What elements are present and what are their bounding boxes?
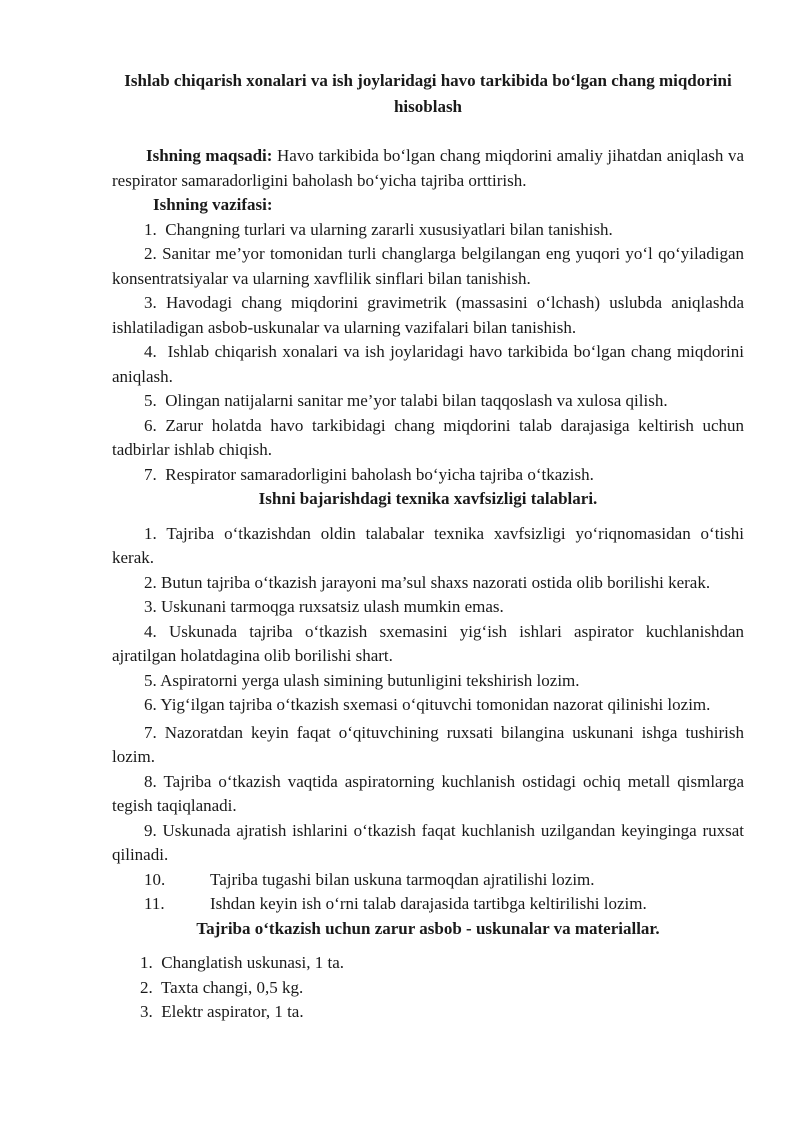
goal-label: Ishning maqsadi: bbox=[146, 146, 273, 165]
tasks-heading-text: Ishning vazifasi: bbox=[153, 195, 273, 214]
safety-num: 5. bbox=[144, 670, 157, 690]
task-item-5 bbox=[112, 389, 744, 414]
material-text: Changlatish uskunasi, 1 ta. bbox=[161, 953, 344, 972]
safety-item-6 bbox=[112, 693, 744, 718]
safety-text: Tajriba o‘tkazishdan oldin talabalar texnika xavfsizligi yo‘riqnomasidan o‘tishi kerak. bbox=[112, 523, 744, 567]
safety-item-7 bbox=[112, 721, 744, 770]
task-text: Sanitar me’yor tomonidan turli changlarga belgilangan eng yuqori yo‘l qo‘yiladigan konsentratsiyalar va ularning xavflilik sinflari bilan tanishish. bbox=[112, 244, 745, 288]
task-num: 7. bbox=[144, 464, 157, 484]
tasks-list bbox=[112, 218, 744, 488]
material-text: Taxta changi, 0,5 kg. bbox=[160, 977, 304, 997]
material-num: 3. bbox=[140, 1002, 153, 1021]
task-num: 3. bbox=[144, 293, 157, 312]
safety-num: 9. bbox=[144, 820, 157, 840]
material-item-1 bbox=[112, 951, 744, 976]
safety-item-8 bbox=[112, 770, 744, 819]
safety-num: 11. bbox=[144, 894, 165, 913]
task-item-7 bbox=[112, 463, 744, 488]
material-item-2 bbox=[112, 976, 744, 1001]
safety-num: 2. bbox=[144, 572, 157, 592]
safety-text: Uskunada ajratish ishlarini o‘tkazish faqat kuchlanish uzilgandan keyinginga ruxsat qilinadi. bbox=[112, 820, 745, 864]
materials-heading: Tajriba o‘tkazish uchun zarur asbob - uskunalar va materiallar. bbox=[196, 918, 660, 938]
safety-text: Tajriba tugashi bilan uskuna tarmoqdan ajratilishi lozim. bbox=[210, 869, 595, 889]
goal-paragraph bbox=[112, 144, 744, 193]
safety-item-3 bbox=[112, 595, 744, 620]
safety-text: Nazoratdan keyin faqat o‘qituvchining ruxsati bilangina uskunani ishga tushirish lozim. bbox=[112, 722, 744, 766]
safety-list bbox=[112, 522, 744, 917]
safety-num: 4. bbox=[144, 621, 157, 641]
material-num: 1. bbox=[140, 953, 153, 972]
material-item-3 bbox=[112, 1000, 744, 1025]
task-num: 2. bbox=[144, 244, 157, 263]
safety-item-5 bbox=[112, 669, 744, 694]
safety-text: Uskunani tarmoqga ruxsatsiz ulash mumkin emas. bbox=[161, 597, 504, 616]
safety-item-4 bbox=[112, 620, 744, 669]
task-item-4 bbox=[112, 340, 744, 389]
material-text: Elektr aspirator, 1 ta. bbox=[161, 1002, 304, 1021]
safety-num: 8. bbox=[144, 771, 157, 791]
task-text: Changning turlari va ularning zararli xususiyatlari bilan tanishish. bbox=[165, 219, 613, 239]
task-item-3 bbox=[112, 291, 744, 340]
task-num: 4. bbox=[144, 342, 157, 361]
document-title: Ishlab chiqarish xonalari va ish joylaridagi havo tarkibida bo‘lgan chang miqdorini hisoblash bbox=[124, 71, 732, 116]
task-text: Respirator samaradorligini baholash bo‘yicha tajriba o‘tkazish. bbox=[165, 464, 594, 484]
safety-item-2 bbox=[112, 571, 744, 596]
safety-item-1 bbox=[112, 522, 744, 571]
task-item-1 bbox=[112, 218, 744, 243]
safety-item-9 bbox=[112, 819, 744, 868]
task-num: 5. bbox=[144, 391, 157, 410]
task-item-2 bbox=[112, 242, 744, 291]
goal-text: Havo tarkibida bo‘lgan chang miqdorini amaliy jihatdan aniqlash va respirator samaradorligini baholash bo‘yicha tajriba orttirish. bbox=[112, 146, 744, 190]
task-text: Zarur holatda havo tarkibidagi chang miqdorini talab darajasiga keltirish uchun tadbirlar ishlab chiqish. bbox=[112, 415, 744, 459]
tasks-heading bbox=[112, 193, 744, 218]
task-item-6 bbox=[112, 414, 744, 463]
safety-item-10 bbox=[112, 868, 744, 893]
document-page bbox=[112, 68, 744, 1025]
materials-list bbox=[112, 951, 744, 1025]
task-num: 6. bbox=[144, 415, 157, 435]
task-text: Ishlab chiqarish xonalari va ish joylaridagi havo tarkibida bo‘lgan chang miqdorini aniqlash. bbox=[112, 342, 744, 386]
safety-num: 3. bbox=[144, 597, 157, 616]
task-text: Havodagi chang miqdorini gravimetrik (massasini o‘lchash) uslubda aniqlashda ishlatiladigan asbob-uskunalar va ularning vazifalari bilan tanishish. bbox=[112, 293, 744, 337]
material-num: 2. bbox=[140, 977, 153, 997]
safety-num: 10. bbox=[144, 869, 166, 889]
safety-text: Aspiratorni yerga ulash simining butunligini tekshirish lozim. bbox=[160, 670, 580, 690]
safety-text: Uskunada tajriba o‘tkazish sxemasini yig‘ish ishlari aspirator kuchlanishdan ajratilgan holatdagina olib borilishi shart. bbox=[112, 621, 745, 665]
task-text: Olingan natijalarni sanitar me’yor talabi bilan taqqoslash va xulosa qilish. bbox=[165, 391, 668, 410]
safety-text: Yig‘ilgan tajriba o‘tkazish sxemasi o‘qituvchi tomonidan nazorat qilinishi lozim. bbox=[160, 695, 711, 714]
safety-heading: Ishni bajarishdagi texnika xavfsizligi talablari. bbox=[258, 489, 598, 508]
safety-num: 1. bbox=[144, 523, 157, 543]
safety-text: Tajriba o‘tkazish vaqtida aspiratorning kuchlanish ostidagi ochiq metall qismlarga tegish taqiqlanadi. bbox=[112, 771, 744, 815]
safety-item-11 bbox=[112, 892, 744, 917]
safety-num: 6. bbox=[144, 695, 157, 714]
safety-text: Ishdan keyin ish o‘rni talab darajasida tartibga keltirilishi lozim. bbox=[210, 894, 647, 913]
safety-text: Butun tajriba o‘tkazish jarayoni ma’sul shaxs nazorati ostida olib borilishi kerak. bbox=[161, 572, 711, 592]
task-num: 1. bbox=[144, 219, 157, 239]
safety-num: 7. bbox=[144, 722, 157, 742]
